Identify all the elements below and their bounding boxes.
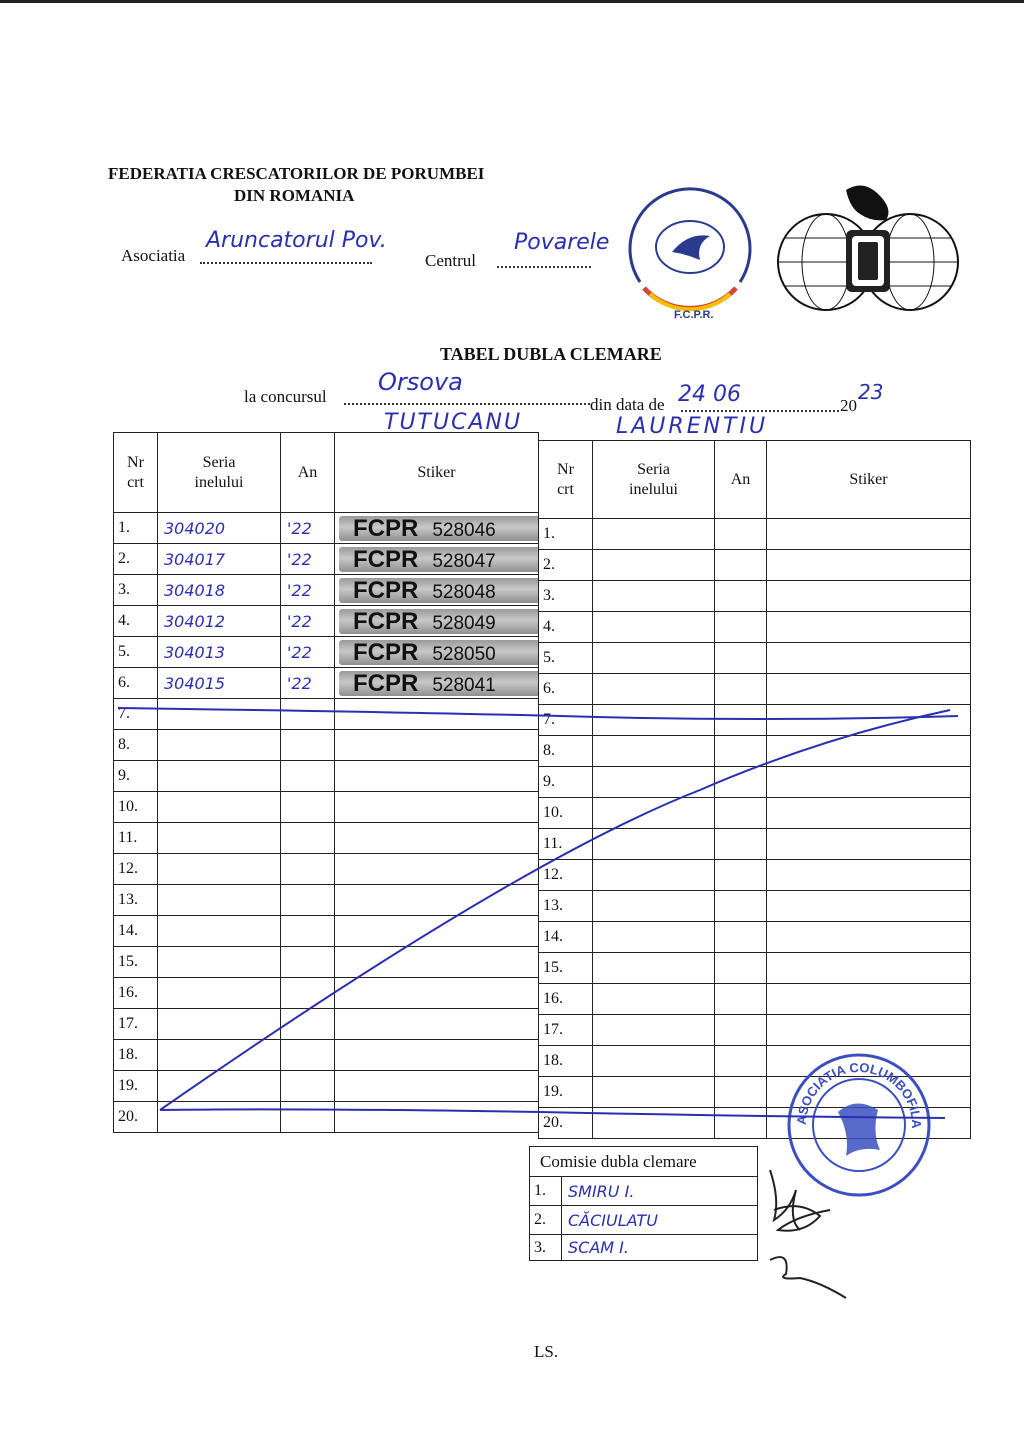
- owner-first-name: TUTUCANU: [384, 410, 523, 435]
- row-number: 1.: [539, 519, 593, 550]
- commission-title: Comisie dubla clemare: [530, 1147, 758, 1177]
- row-number: 2.: [114, 544, 158, 575]
- commission-member-name: CĂCIULATU: [562, 1206, 758, 1235]
- ring-year: '22: [281, 668, 335, 699]
- row-number: 2.: [539, 550, 593, 581]
- row-number: 11.: [114, 823, 158, 854]
- commission-row: 3. SCAM I.: [530, 1235, 758, 1261]
- row-number: 15.: [114, 947, 158, 978]
- date-label: din data de: [590, 395, 665, 414]
- row-number: 10.: [539, 798, 593, 829]
- row-number: 12.: [539, 860, 593, 891]
- commission-row: 2. CĂCIULATU: [530, 1206, 758, 1235]
- stamp-text: ASOCIATIA COLUMBOFILA: [793, 1059, 925, 1129]
- sticker-brand: FCPR: [353, 607, 419, 635]
- row-number: 16.: [114, 978, 158, 1009]
- row-number: 15.: [539, 953, 593, 984]
- ring-year: '22: [281, 637, 335, 668]
- row-number: 18.: [114, 1040, 158, 1071]
- row-number: 8.: [539, 736, 593, 767]
- row-number: 20.: [114, 1102, 158, 1133]
- row-number: 9.: [539, 767, 593, 798]
- sticker-number: 528050: [432, 643, 496, 665]
- sticker-brand: FCPR: [353, 638, 419, 666]
- ring-series: 304020: [158, 513, 281, 544]
- row-number: 14.: [114, 916, 158, 947]
- header-an: An: [715, 441, 767, 519]
- org-line-1: FEDERATIA CRESCATORILOR DE PORUMBEI: [108, 164, 485, 183]
- sticker-brand: FCPR: [353, 545, 419, 573]
- asociatia-value: Aruncatorul Pov.: [206, 228, 387, 253]
- concurs-label: la concursul: [244, 387, 327, 406]
- ring-series: 304015: [158, 668, 281, 699]
- row-number: 7.: [539, 705, 593, 736]
- row-number: 6.: [114, 668, 158, 699]
- row-number: 16.: [539, 984, 593, 1015]
- sticker-number: 528048: [432, 581, 496, 603]
- centrul-label: Centrul: [425, 251, 476, 270]
- row-number: 17.: [539, 1015, 593, 1046]
- row-number: 19.: [539, 1077, 593, 1108]
- header-seria: Seria inelului: [158, 433, 281, 513]
- row-number: 9.: [114, 761, 158, 792]
- row-number: 5.: [114, 637, 158, 668]
- row-number: 5.: [539, 643, 593, 674]
- row-number: 19.: [114, 1071, 158, 1102]
- year-prefix: 20: [840, 396, 857, 415]
- row-number: 6.: [539, 674, 593, 705]
- sticker-number: 528049: [432, 612, 496, 634]
- row-number: 13.: [539, 891, 593, 922]
- row-number: 8.: [114, 730, 158, 761]
- row-number: 20.: [539, 1108, 593, 1139]
- sticker-number: 528046: [432, 519, 496, 541]
- ring-year: '22: [281, 513, 335, 544]
- commission-member-name: SMIRU I.: [562, 1177, 758, 1206]
- row-number: 18.: [539, 1046, 593, 1077]
- row-number: 14.: [539, 922, 593, 953]
- header-stiker: Stiker: [767, 441, 971, 519]
- ring-series: 304017: [158, 544, 281, 575]
- ring-year: '22: [281, 575, 335, 606]
- owner-second-name: LAURENTIU: [616, 414, 769, 439]
- sticker-brand: FCPR: [353, 576, 419, 604]
- row-number: 10.: [114, 792, 158, 823]
- sticker-number: 528041: [432, 674, 496, 696]
- centrul-value: Povarele: [514, 230, 610, 255]
- row-number: 3.: [539, 581, 593, 612]
- ring-year: '22: [281, 606, 335, 637]
- row-number: 12.: [114, 854, 158, 885]
- row-number: 4.: [114, 606, 158, 637]
- row-number: 11.: [539, 829, 593, 860]
- date-value: 24 06: [678, 382, 741, 407]
- page-title: TABEL DUBLA CLEMARE: [440, 344, 662, 364]
- ring-series: 304018: [158, 575, 281, 606]
- row-number: 4.: [539, 612, 593, 643]
- ring-year: '22: [281, 544, 335, 575]
- sticker-number: 528047: [432, 550, 496, 572]
- row-number: 3.: [114, 575, 158, 606]
- concurs-value: Orsova: [378, 368, 463, 396]
- row-number: 7.: [114, 699, 158, 730]
- footer-ls: LS.: [534, 1342, 559, 1361]
- header-nr: Nr crt: [539, 441, 593, 519]
- sticker-brand: FCPR: [353, 514, 419, 542]
- header-nr: Nr crt: [114, 433, 158, 513]
- asociatia-label: Asociatia: [121, 246, 186, 265]
- row-number: 1.: [114, 513, 158, 544]
- header-seria: Seria inelului: [593, 441, 715, 519]
- commission-row: 1. SMIRU I.: [530, 1177, 758, 1206]
- header-an: An: [281, 433, 335, 513]
- row-number: 17.: [114, 1009, 158, 1040]
- header-stiker: Stiker: [335, 433, 539, 513]
- commission-member-name: SCAM I.: [562, 1235, 758, 1261]
- org-line-2: DIN ROMANIA: [234, 186, 355, 205]
- logo-abbr: F.C.P.R.: [674, 309, 714, 321]
- year-value: 23: [858, 380, 884, 404]
- sticker-brand: FCPR: [353, 669, 419, 697]
- row-number: 13.: [114, 885, 158, 916]
- ring-series: 304012: [158, 606, 281, 637]
- ring-series: 304013: [158, 637, 281, 668]
